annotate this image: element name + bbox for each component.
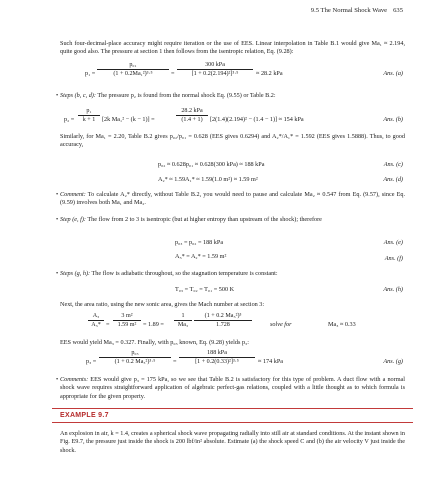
area-frac4 [194,313,252,328]
eq-a-den1: (1 + 0.2Ma₁²)³·⁵ [113,71,153,77]
area-num1: A₃ [88,313,104,321]
area-result: Ma₃ ≈ 0.33 [328,321,356,328]
area-den4: 1.728 [216,322,230,328]
area-frac3 [174,313,192,328]
area-den1: A₃* [91,322,101,328]
area-num2: 3 m² [113,313,141,321]
area-num4: (1 + 0.2 Ma₃²)³ [194,313,252,321]
eq-a-frac1 [97,62,169,77]
intro-paragraph: Such four-decimal-place accuracy might require iteration or the use of EES. Linear interpolation in Table B.1 would give Ma₁ ≈ 2.194, quite good also. The pressure at section 1 then follows from the isentropic relation, Eq. (9.28): [60,40,405,56]
eq-b-frac2 [176,108,208,123]
eq-g-den2: [1 + 0.2(0.33)²]³·⁵ [195,359,239,365]
area-den2: 1.59 m² [117,322,137,328]
eq-a-frac2 [177,62,253,77]
eq-a-label: Ans. (a) [383,70,403,77]
example-title: EXAMPLE 9.7 [60,412,109,419]
eq-g-lhs: p₃ = [86,358,97,365]
eq-g-equals: = [173,358,177,365]
ees-paragraph: EES would yield Ma₃ = 0.327. Finally, with p₀₃ known, Eq. (9.28) yields p₃: [60,339,249,346]
area-solve: solve for [270,321,292,328]
eq-f-label: Ans. (f) [384,255,403,262]
steps-ef [60,216,405,224]
steps-ef-text: The flow from 2 to 3 is isentropic (but at higher entropy than upstream of the shock); therefore [87,216,322,223]
bullet: • [56,92,59,99]
example-body: An explosion in air, k = 1.4, creates a spherical shock wave propagating radially into still air at standard conditions. At the instant shown in Fig. E9.7, the pressure just inside the shock is 200 lbf/in² absolute. Estimate (a) the shock speed C and (b) the air velocity V just inside the shock. [60,430,405,454]
eq-g-result: ≈ 174 kPa [258,358,284,365]
comment-1 [60,191,405,208]
eq-g-num2: 188 kPa [179,350,255,358]
equation-f: A₃* = A₂* = 1.59 m² [175,253,227,260]
comment-2-lead: Comments: [60,376,89,383]
eq-g-label: Ans. (g) [383,358,403,365]
similarly-paragraph: Similarly, for Ma₁ = 2.20, Table B.2 gives p₀₂/p₀₁ = 0.628 (EES gives 0.6294) and A₂*/A₁* = 1.592 (EES gives 1.5888). Thus, to good accuracy, [60,133,405,149]
section-title: 9.5 The Normal Shock Wave [310,7,388,14]
steps-gh-text: The flow is adiabatic throughout, so the stagnation temperature is constant: [91,270,278,277]
area-num3: 1 [174,313,192,321]
eq-b-frac1 [78,108,100,123]
area-frac1 [88,313,104,328]
equation-h: T₀₃ = T₀₂ = T₀₁ = 500 K [175,286,235,293]
steps-bcd-lead: Steps (b, c, d): [60,92,96,99]
equation-d: A₂* ≈ 1.59A₁* ≈ 1.59(1.0 m²) ≈ 1.59 m² [158,176,258,183]
eq-b-mid: [2k Ma₁² − (k − 1)] = [102,116,155,123]
area-eq1: = [106,321,110,328]
steps-bcd [60,92,405,100]
eq-a-den2: [1 + 0.2(2.194)²]³·⁵ [191,71,239,77]
eq-b-den2: (1.4 + 1) [181,117,203,123]
steps-gh [60,270,405,278]
eq-a-num2: 300 kPa [177,62,253,70]
comment-2-text: EES would give p₃ = 175 kPa, so we see that Table B.2 is satisfactory for this type of problem. A duct flow with a normal shock wave requires straightforward application of algebraic perfect-gas relations, coupled with a little thought as to which formula is appropriate for the given property. [60,376,405,400]
steps-bcd-text: The pressure p₂ is found from the normal shock Eq. (9.55) or Table B.2: [97,92,276,99]
equation-e: p₀₃ = p₀₂ = 188 kPa [175,239,224,246]
eq-b-num1: p₁ [78,108,100,116]
comment-1-text: To calculate A₂* directly, without Table B.2, you would need to pause and calculate Ma₂ ≈ 0.547 from Eq. (9.57), since Eq. (9.59) involves both Ma₁ and Ma₂. [60,191,405,207]
area-frac2 [113,313,141,328]
comment-1-lead: Comment: [60,191,86,198]
eq-b-lhs: p₂ = [64,116,75,123]
bullet: • [56,191,59,198]
page-number: 635 [393,7,403,14]
eq-g-den1: (1 + 0.2 Ma₃²)³·⁵ [114,359,156,365]
bullet: • [56,376,59,383]
example-top-rule [52,408,413,409]
eq-c-label: Ans. (c) [383,161,403,168]
equation-c: p₀₂ ≈ 0.628p₀₁ ≈ 0.628(300 kPa) ≈ 188 kPa [158,161,265,168]
area-den3: Ma₃ [177,322,189,328]
eq-g-num1: p₀₃ [99,350,171,358]
steps-ef-lead: Step (e, f): [60,216,86,223]
eq-b-rhs: [2(1.4)(2.194)² − (1.4 − 1)] ≈ 154 kPa [210,116,304,123]
steps-gh-lead: Steps (g, h): [60,270,91,277]
area-mid: = 1.89 = [143,321,164,328]
next-paragraph: Next, the area ratio, using the new sonic area, gives the Mach number at section 3: [60,301,265,308]
eq-h-label: Ans. (h) [383,286,403,293]
eq-d-label: Ans. (d) [383,176,403,183]
eq-b-num2: 28.2 kPa [176,108,208,116]
eq-g-frac2 [179,350,255,365]
bullet: • [56,270,59,277]
eq-b-den1: k + 1 [82,117,96,123]
eq-g-frac1 [99,350,171,365]
example-bottom-rule [52,422,413,423]
eq-e-label: Ans. (e) [383,239,403,246]
eq-a-num1: p₀₁ [97,62,169,70]
comment-2 [60,376,405,401]
eq-b-label: Ans. (b) [383,116,403,123]
eq-a-lhs: p₁ = [85,70,96,77]
bullet: • [56,216,59,223]
eq-a-equals: = [171,70,175,77]
running-header [311,7,403,14]
eq-a-result: ≈ 28.2 kPa [256,70,283,77]
